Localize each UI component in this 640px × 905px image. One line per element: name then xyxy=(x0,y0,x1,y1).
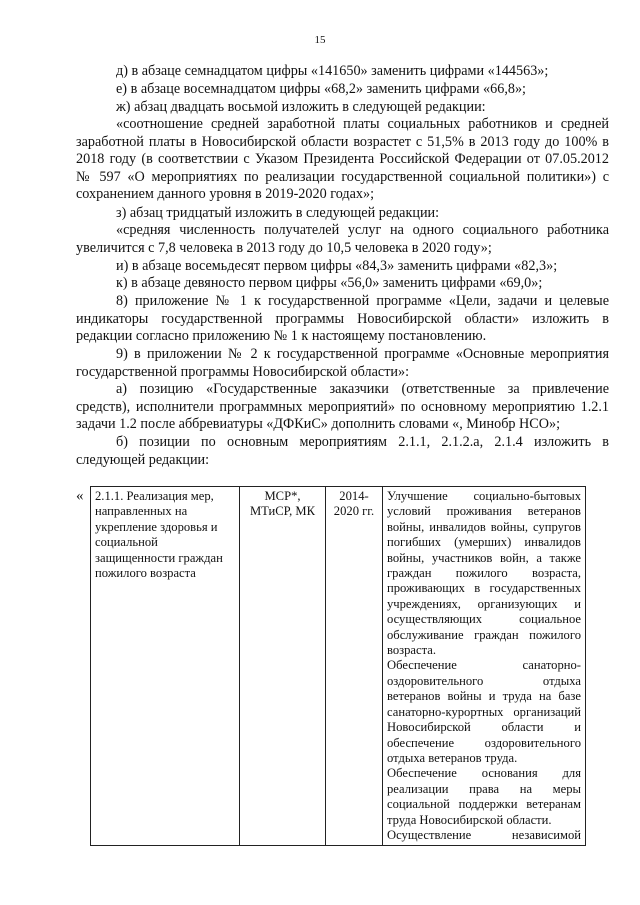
paragraph-a: а) позицию «Государственные заказчики (ответственные за привлечение средств), исполнители программных мероприятий» по основному мероприятию 1.2.1 задачи 1.2 после аббревиатуры «ДФКиС» дополнить словами «, Минобр НСО»; xyxy=(76,381,609,433)
paragraph-b: б) позиции по основным мероприятиям 2.1.1, 2.1.2.а, 2.1.4 изложить в следующей редакции: xyxy=(76,434,609,468)
table-row xyxy=(91,487,586,846)
result-item: Обеспечение санаторно-оздоровительного отдыха ветеранов войны и труда на базе санаторно-курортных организаций Новосибирской области и обеспечение оздоровительного отдыха ветеранов труда. xyxy=(387,658,581,765)
measures-table xyxy=(90,486,586,846)
paragraph-9: 9) в приложении № 2 к государственной программе «Основные мероприятия государственной программы Новосибирской области»: xyxy=(76,346,609,380)
result-item: Улучшение социально-бытовых условий проживания ветеранов войны, инвалидов войны, супругов погибших (умерших) инвалидов войны, участников войн, а также граждан пожилого возраста, проживающих в государственных учреждениях, организующих и осуществляющих социальное обслуживание граждан пожилого возраста. xyxy=(387,489,581,658)
results-cell xyxy=(383,487,586,846)
paragraph-zh: ж) абзац двадцать восьмой изложить в следующей редакции: xyxy=(116,99,486,115)
measure-cell: 2.1.1. Реализация мер, направленных на укрепление здоровья и социальной защищенности граждан пожилого возраста xyxy=(91,487,240,846)
result-item: Осуществление независимой xyxy=(387,827,581,842)
executors-cell: МСР*, МТиСР, МК xyxy=(240,487,326,846)
paragraph-k: к) в абзаце девяносто первом цифры «56,0» заменить цифрами «69,0»; xyxy=(116,275,543,291)
paragraph-z: з) абзац тридцатый изложить в следующей редакции: xyxy=(116,205,440,221)
paragraph-e: е) в абзаце восемнадцатом цифры «68,2» заменить цифрами «66,8»; xyxy=(116,81,526,97)
paragraph-d: д) в абзаце семнадцатом цифры «141650» заменить цифрами «144563»; xyxy=(116,63,549,79)
open-quote-mark: « xyxy=(76,488,84,504)
paragraph-8: 8) приложение № 1 к государственной программе «Цели, задачи и целевые индикаторы государственной программы Новосибирской области» изложить в редакции согласно приложению № 1 к настоящему постановлению. xyxy=(76,293,609,345)
paragraph-i: и) в абзаце восемьдесят первом цифры «84,3» заменить цифрами «82,3»; xyxy=(116,258,558,274)
page-number: 15 xyxy=(314,34,326,46)
result-item: Обеспечение основания для реализации права на меры социальной поддержки ветеранам труда Новосибирской области. xyxy=(387,766,581,827)
paragraph-recipients: «средняя численность получателей услуг на одного социального работника увеличится с 7,8 человека в 2013 году до 10,5 человека в 2020 году»; xyxy=(76,222,609,256)
paragraph-salary-ratio: «соотношение средней заработной платы социальных работников и средней заработной платы в Новосибирской области возрастет с 51,5% в 2013 году до 100% в 2018 году (в соответствии с Указом Президента Российской Федерации от 07.05.2012 № 597 «О мероприятиях по реализации государственной социальной политики») с сохранением данного уровня в 2019-2020 годах»; xyxy=(76,116,609,203)
period-cell: 2014-2020 гг. xyxy=(326,487,383,846)
